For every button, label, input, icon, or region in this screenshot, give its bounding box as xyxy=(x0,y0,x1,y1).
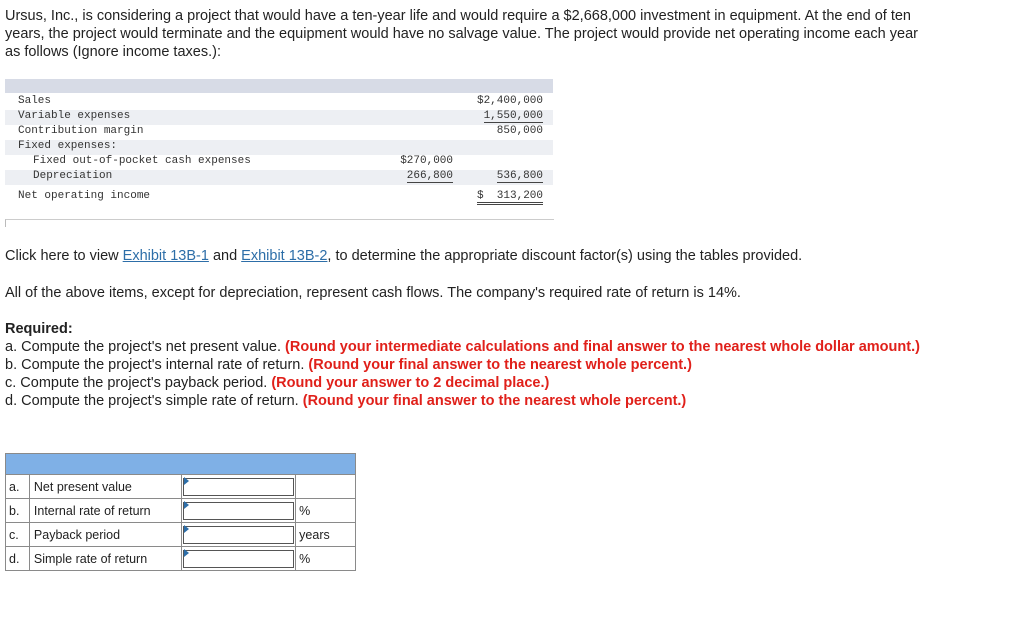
fixed-cash-label: Fixed out-of-pocket cash expenses xyxy=(33,155,251,167)
answer-header-cell xyxy=(6,454,356,475)
row-label: Net present value xyxy=(29,475,181,499)
input-cell xyxy=(182,523,296,547)
row-unit xyxy=(296,475,356,499)
problem-intro xyxy=(5,7,935,61)
required-b xyxy=(5,356,935,374)
required-c xyxy=(5,374,935,392)
input-marker-icon xyxy=(184,549,189,557)
sales-label: Sales xyxy=(18,95,52,107)
required-title: Required: xyxy=(5,321,73,337)
exhibit-paragraph xyxy=(5,248,802,264)
answer-row-simple-rate xyxy=(6,547,356,571)
row-noi xyxy=(5,190,553,205)
payback-input[interactable] xyxy=(183,526,294,544)
depreciation-label: Depreciation xyxy=(33,170,113,182)
fixed-cash-amount: $270,000 xyxy=(400,155,453,167)
noi-amount: $ 313,200 xyxy=(477,190,543,205)
fixed-header-label: Fixed expenses: xyxy=(18,140,118,152)
simple-rate-input[interactable] xyxy=(183,550,294,568)
exhibit-13b1-link[interactable]: Exhibit 13B-1 xyxy=(122,248,209,264)
exhibit-and: and xyxy=(212,248,238,264)
noi-label: Net operating income xyxy=(18,190,151,202)
total-fixed-amount: 536,800 xyxy=(496,170,543,182)
exhibit-suffix: , to determine the appropriate discount factor(s) using the tables provided. xyxy=(327,248,803,264)
required-d-note: (Round your final answer to the nearest whole percent.) xyxy=(302,393,687,409)
row-unit: % xyxy=(296,547,356,571)
row-sales xyxy=(5,95,553,110)
contribution-label: Contribution margin xyxy=(18,125,144,137)
input-cell xyxy=(182,499,296,523)
input-cell xyxy=(182,475,296,499)
answer-row-payback xyxy=(6,523,356,547)
required-section xyxy=(5,320,935,410)
required-b-text: b. Compute the project's internal rate of return. xyxy=(5,357,305,373)
answer-table xyxy=(5,453,356,571)
npv-input[interactable] xyxy=(183,478,294,496)
variable-amount: 1,550,000 xyxy=(483,110,543,122)
row-unit: years xyxy=(296,523,356,547)
variable-label: Variable expenses xyxy=(18,110,131,122)
row-depreciation xyxy=(5,170,553,185)
required-a-text: a. Compute the project's net present value. xyxy=(5,339,282,355)
row-unit: % xyxy=(296,499,356,523)
intro-text: Ursus, Inc., is considering a project that would have a ten-year life and would require a $2,668,000 investment in equipment. At the end of ten years, the project would terminate and the equipment would have no salvage value. The project would provide net operating income each year as follows (Ignore income taxes.): xyxy=(5,8,918,60)
cashflow-paragraph: All of the above items, except for depreciation, represent cash flows. The company's required rate of return is 14%. xyxy=(5,285,741,301)
required-d-text: d. Compute the project's simple rate of return. xyxy=(5,393,299,409)
row-label: Simple rate of return xyxy=(29,547,181,571)
row-fixed-header xyxy=(5,140,553,155)
exhibit-13b2-link[interactable]: Exhibit 13B-2 xyxy=(241,248,328,264)
irr-input[interactable] xyxy=(183,502,294,520)
row-letter: a. xyxy=(6,475,30,499)
row-contribution xyxy=(5,125,553,140)
required-b-note: (Round your final answer to the nearest whole percent.) xyxy=(308,357,692,373)
row-variable xyxy=(5,110,553,125)
row-fixed-cash xyxy=(5,155,553,170)
input-marker-icon xyxy=(184,525,189,533)
statement-header-band xyxy=(5,79,553,93)
required-a xyxy=(5,338,935,356)
answer-row-npv xyxy=(6,475,356,499)
row-letter: b. xyxy=(6,499,30,523)
row-label: Payback period xyxy=(29,523,181,547)
input-cell xyxy=(182,547,296,571)
required-d xyxy=(5,392,935,410)
statement-footer-line xyxy=(5,219,554,227)
income-statement xyxy=(5,93,553,223)
required-c-text: c. Compute the project's payback period. xyxy=(5,375,268,391)
row-letter: c. xyxy=(6,523,30,547)
required-c-note: (Round your answer to 2 decimal place.) xyxy=(271,375,550,391)
answer-row-irr xyxy=(6,499,356,523)
required-a-note: (Round your intermediate calculations and final answer to the nearest whole dollar amount.) xyxy=(285,339,920,355)
sales-amount: $2,400,000 xyxy=(476,95,543,107)
answer-table-header xyxy=(6,454,356,475)
input-marker-icon xyxy=(184,477,189,485)
row-letter: d. xyxy=(6,547,30,571)
input-marker-icon xyxy=(184,501,189,509)
exhibit-prefix: Click here to view xyxy=(5,248,119,264)
row-label: Internal rate of return xyxy=(29,499,181,523)
depreciation-amount: 266,800 xyxy=(406,170,453,182)
contribution-amount: 850,000 xyxy=(496,125,543,137)
